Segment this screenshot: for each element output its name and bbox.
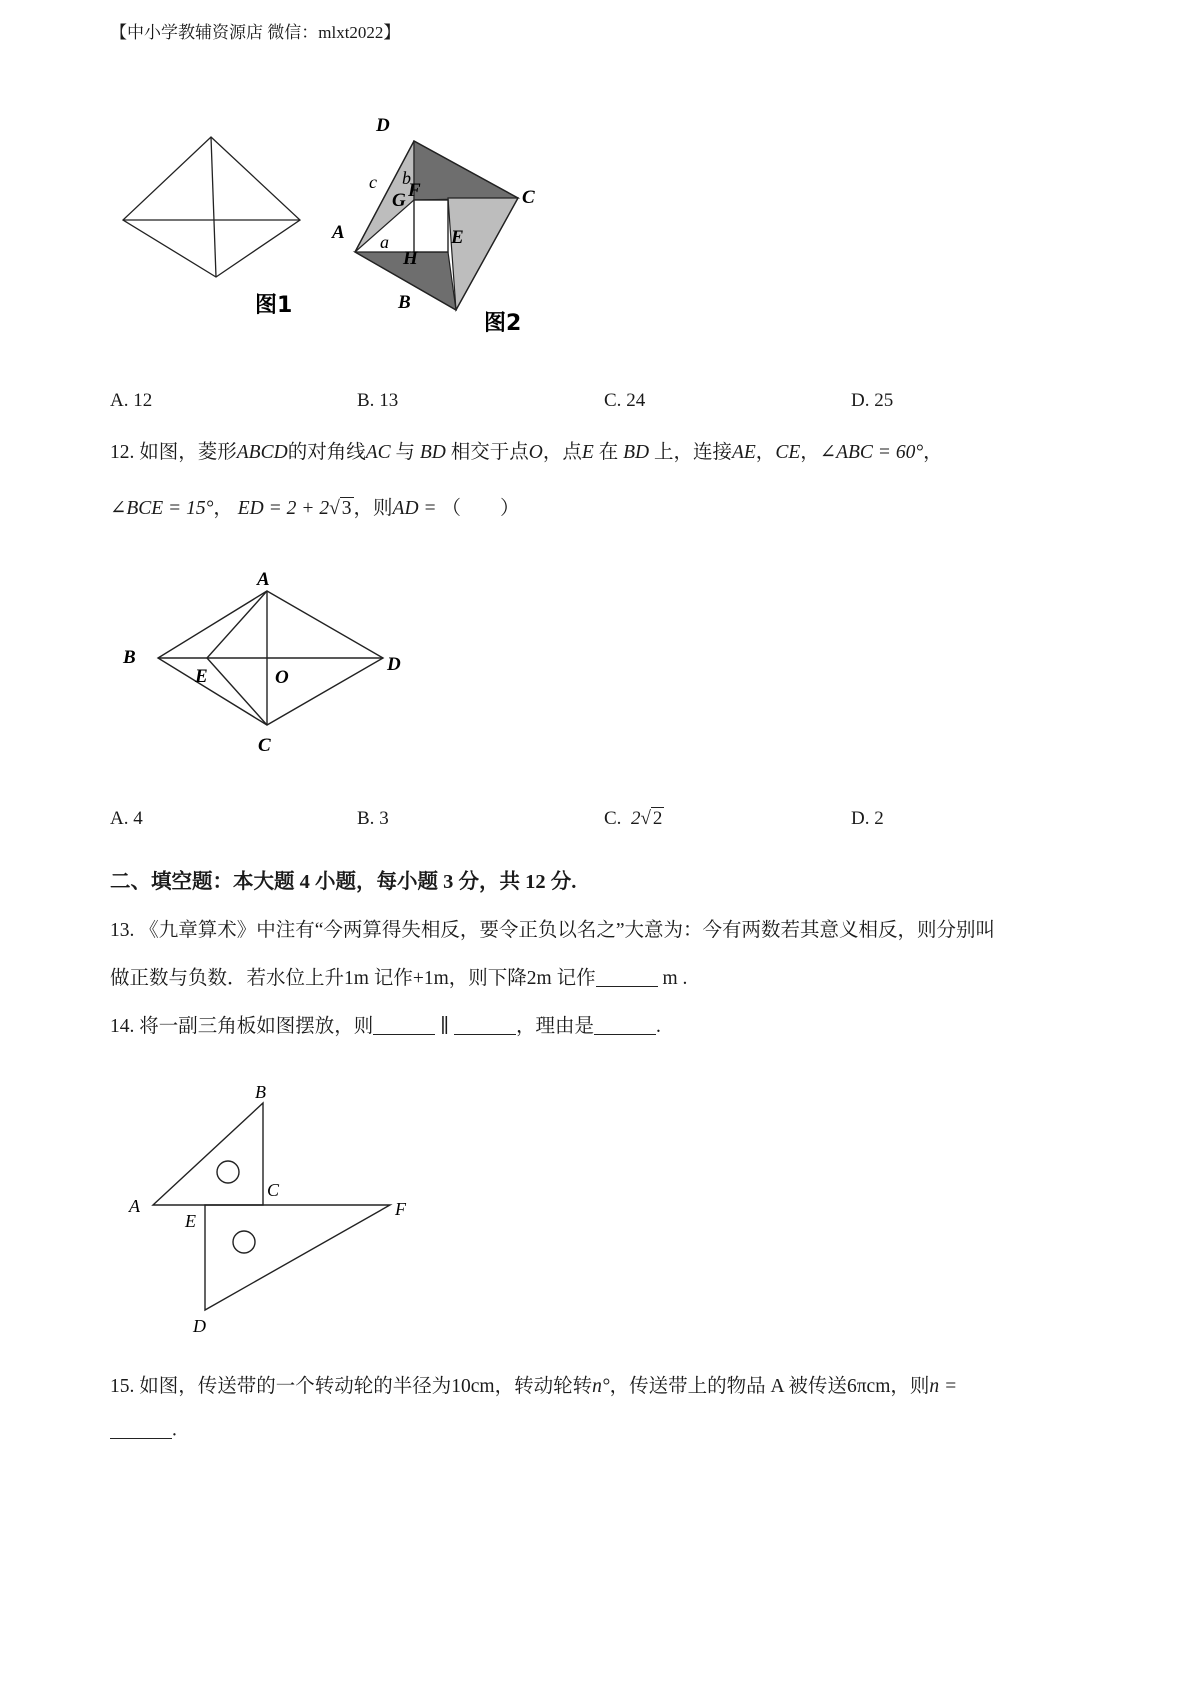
q12-option-c: C. 2√ 2	[604, 808, 663, 829]
fig2-label-c: C	[522, 187, 535, 208]
q14-blank-2[interactable]	[454, 1015, 516, 1036]
q14-triangle-efd	[205, 1205, 390, 1310]
fig2-label-f: F	[408, 180, 421, 201]
q11-option-c: C. 24	[604, 390, 646, 411]
q12-option-d: D. 2	[851, 808, 884, 829]
q12-option-b: B. 3	[357, 808, 389, 829]
fig2-label-b-small: b	[402, 168, 411, 188]
fig2-triangle-light-right	[448, 198, 518, 310]
fig2-inner-square	[414, 200, 448, 252]
figure-q12-rhombus	[115, 560, 425, 760]
q11-option-a: A. 12	[110, 390, 153, 411]
q15-answer-blank[interactable]	[110, 1418, 172, 1439]
fig2-label-d: D	[376, 118, 390, 136]
q12-line-1: 12. 如图，菱形ABCD的对角线AC 与 BD 相交于点O，点E 在 BD 上，连接AE，CE，∠ABC = 60°，	[110, 442, 943, 463]
q12-segment-ae	[207, 591, 267, 658]
q13-line-1: 13. 《九章算术》中注有“今两算得失相反，要令正负以名之”大意为：今有两数若其意义相反，则分别叫	[110, 920, 996, 941]
figure-2	[320, 118, 550, 348]
figure-1	[110, 125, 320, 335]
q12-label-a: A	[257, 569, 270, 590]
q12-label-o: O	[275, 667, 289, 688]
q14-label-e: E	[185, 1211, 196, 1231]
q12-segment-ce	[207, 658, 267, 725]
fig2-caption: 图2	[484, 311, 522, 336]
q12-label-d: D	[387, 654, 401, 675]
q14-label-c: C	[267, 1180, 280, 1200]
q14-label-f: F	[395, 1199, 406, 1219]
q14-hole-lower	[233, 1231, 255, 1253]
q12-option-a: A. 4	[110, 808, 143, 829]
q14-label-a: A	[129, 1196, 140, 1216]
fig1-caption: 图1	[255, 293, 293, 318]
q12-label-b: B	[123, 647, 136, 668]
section-2-heading: 二、填空题：本大题 4 小题，每小题 3 分，共 12 分.	[110, 871, 577, 893]
q14-line: 14. 将一副三角板如图摆放，则 ∥ ，理由是 .	[110, 1016, 661, 1037]
q11-option-d: D. 25	[851, 390, 894, 411]
q14-blank-reason[interactable]	[594, 1015, 656, 1036]
q15-line-2: .	[110, 1418, 177, 1442]
q15-line-1: 15. 如图，传送带的一个转动轮的半径为10cm，转动轮转n°，传送带上的物品 A 被传送6πcm，则n =	[110, 1376, 958, 1397]
fig1-diagonal-vertical	[211, 137, 216, 277]
q14-blank-1[interactable]	[373, 1015, 435, 1036]
figure-q14-set-squares	[115, 1065, 435, 1335]
fig2-label-a: A	[332, 222, 345, 243]
header-watermark: 【中小学教辅资源店 微信：mlxt2022】	[110, 23, 401, 42]
q11-option-b: B. 13	[357, 390, 399, 411]
q12-label-c: C	[258, 735, 271, 756]
q13-answer-blank[interactable]	[596, 967, 658, 988]
q12-label-e: E	[195, 666, 208, 687]
fig2-label-b: B	[398, 292, 411, 313]
fig2-label-e: E	[451, 227, 464, 248]
fig2-label-h: H	[403, 248, 418, 269]
q14-label-b: B	[255, 1082, 266, 1102]
q14-triangle-abc	[153, 1103, 263, 1205]
q13-line-2: 做正数与负数．若水位上升1m 记作+1m，则下降2m 记作 m .	[110, 968, 688, 989]
q12-line-2: ∠BCE = 15°， ED = 2 + 2√ 3 ，则AD = （ ）	[110, 498, 520, 519]
fig2-label-g: G	[392, 190, 406, 211]
fig2-label-a-small: a	[380, 232, 389, 252]
q14-label-d: D	[193, 1316, 206, 1335]
fig2-label-c-small: c	[369, 172, 377, 192]
q14-hole-upper	[217, 1161, 239, 1183]
